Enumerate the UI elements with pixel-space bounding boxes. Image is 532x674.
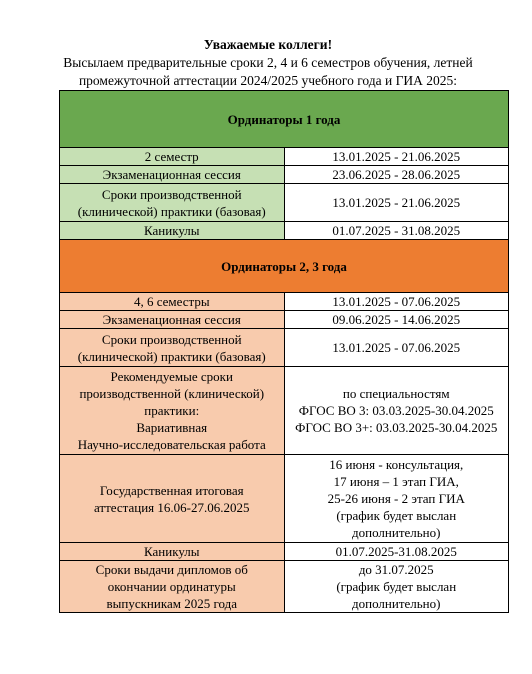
cell-line: дополнительно)	[352, 525, 441, 540]
period-label-cell	[60, 184, 285, 222]
cell-line: 01.07.2025 - 31.08.2025	[332, 223, 461, 238]
cell-line: 16 июня - консультация,	[329, 457, 464, 472]
cell-line: ФГОС ВО 3: 03.03.2025-30.04.2025	[298, 403, 494, 418]
section1-title-row	[60, 91, 509, 148]
cell-line: 09.06.2025 - 14.06.2025	[332, 312, 461, 327]
period-label-cell	[60, 367, 285, 455]
cell-line: (клинической) практики (базовая)	[77, 348, 266, 364]
table-row	[60, 455, 509, 543]
date-range-cell	[284, 561, 509, 613]
date-range-cell	[284, 293, 509, 311]
cell-line: до 31.07.2025	[358, 562, 434, 577]
period-label-cell	[60, 293, 285, 311]
cell-line: ФГОС ВО 3+: 03.03.2025-30.04.2025	[295, 420, 498, 435]
period-label-cell	[60, 148, 285, 166]
cell-line: аттестация 16.06-27.06.2025	[94, 499, 250, 515]
cell-line: (график будет выслан	[336, 579, 457, 594]
table-row	[60, 561, 509, 613]
date-range-cell	[284, 166, 509, 184]
cell-line: выпускникам 2025 года	[106, 596, 237, 611]
cell-line: Государственная итоговая	[99, 482, 244, 498]
cell-line: 01.07.2025-31.08.2025	[335, 544, 457, 559]
period-label-cell	[60, 311, 285, 329]
period-label-cell	[60, 455, 285, 543]
cell-line: 25-26 июня - 2 этап ГИА	[327, 491, 465, 506]
cell-line: Сроки производственной	[101, 331, 242, 347]
cell-line: Вариативная	[136, 420, 208, 435]
table-row	[60, 543, 509, 561]
date-range-cell	[284, 367, 509, 455]
cell-line: Каникулы	[144, 223, 200, 238]
period-label-cell	[60, 561, 285, 613]
cell-line: 13.01.2025 - 07.06.2025	[332, 294, 461, 309]
date-range-cell	[284, 455, 509, 543]
cell-line: 13.01.2025 - 07.06.2025	[332, 340, 461, 355]
cell-line: практики:	[144, 403, 200, 418]
table-row	[60, 222, 509, 240]
cell-line: Экзаменационная сессия	[102, 312, 241, 327]
period-label-cell	[60, 222, 285, 240]
table-row	[60, 311, 509, 329]
cell-line: Экзаменационная сессия	[102, 167, 241, 182]
document-header	[58, 36, 478, 90]
cell-line: 4, 6 семестры	[133, 294, 210, 309]
intro-line-2: промежуточной аттестации 2024/2025 учебного года и ГИА 2025:	[78, 73, 458, 88]
cell-line: 23.06.2025 - 28.06.2025	[332, 167, 461, 182]
cell-line: дополнительно)	[352, 596, 441, 611]
date-range-cell	[284, 543, 509, 561]
cell-line: (клинической) практики (базовая)	[77, 203, 266, 219]
cell-line: окончании ординатуры	[107, 579, 236, 594]
section-title: Ординаторы 2, 3 года	[60, 240, 509, 293]
date-range-cell	[284, 222, 509, 240]
intro-line-1: Высылаем предварительные сроки 2, 4 и 6 семестров обучения, летней	[63, 55, 473, 70]
section-title: Ординаторы 1 года	[60, 91, 509, 148]
cell-line: Сроки выдачи дипломов об	[95, 562, 248, 577]
period-label-cell	[60, 329, 285, 367]
cell-line: 2 семестр	[144, 149, 199, 164]
cell-line: (график будет выслан	[336, 508, 457, 523]
cell-line: Сроки производственной	[101, 186, 242, 202]
table-row	[60, 148, 509, 166]
date-range-cell	[284, 311, 509, 329]
section2-title-row	[60, 240, 509, 293]
cell-line: Рекомендуемые сроки	[110, 369, 233, 384]
cell-line: 13.01.2025 - 21.06.2025	[332, 195, 461, 210]
cell-line: 17 июня – 1 этап ГИА,	[333, 474, 459, 489]
cell-line: 13.01.2025 - 21.06.2025	[332, 149, 461, 164]
period-label-cell	[60, 543, 285, 561]
date-range-cell	[284, 184, 509, 222]
greeting: Уважаемые коллеги!	[203, 37, 333, 52]
cell-line: Каникулы	[144, 544, 200, 559]
date-range-cell	[284, 329, 509, 367]
date-range-cell	[284, 148, 509, 166]
cell-line: производственной (клинической)	[79, 386, 265, 401]
table-row	[60, 329, 509, 367]
table-row	[60, 166, 509, 184]
schedule-table	[59, 90, 509, 613]
cell-line: по специальностям	[342, 386, 450, 401]
cell-line: Научно-исследовательская работа	[77, 437, 266, 452]
table-row	[60, 293, 509, 311]
table-row	[60, 184, 509, 222]
table-row	[60, 367, 509, 455]
period-label-cell	[60, 166, 285, 184]
